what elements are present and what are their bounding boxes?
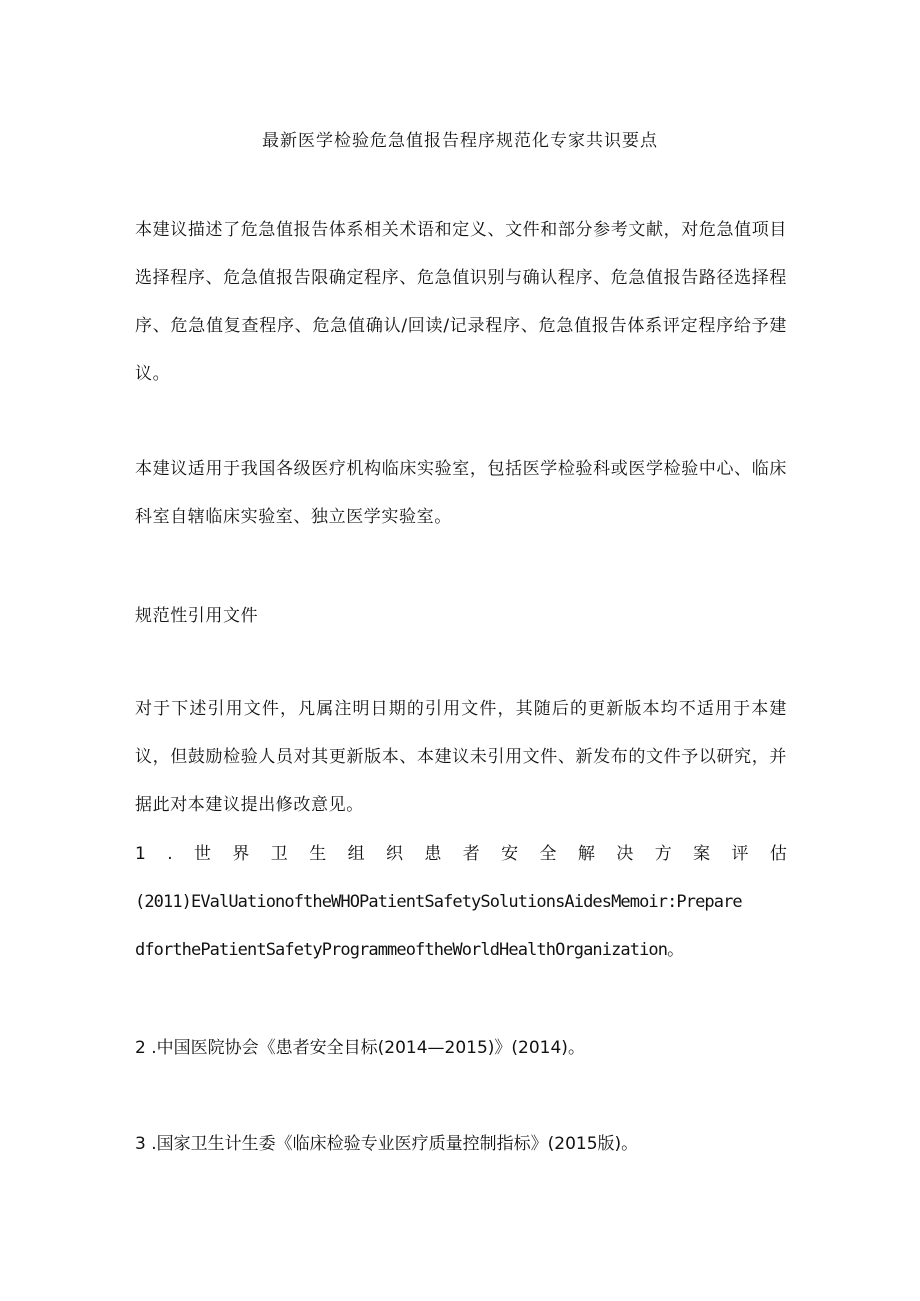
reference-1-char: 全: [539, 844, 557, 864]
reference-1-line-1: [135, 830, 787, 878]
paragraph-text: 本建议适用于我国各级医疗机构临床实验室，包括医学检验科或医学检验中心、临床科室自辖临床实验室、独立医学实验室。: [135, 459, 787, 527]
paragraph-text: 本建议描述了危急值报告体系相关术语和定义、文件和部分参考文献，对危急值项目选择程序、危急值报告限确定程序、危急值识别与确认程序、危急值报告路径选择程序、危急值复查程序、危急值确认/回读/记录程序、危急值报告体系评定程序给予建议。: [135, 220, 787, 384]
reference-item-3: [135, 1120, 787, 1168]
reference-1-char: 决: [616, 844, 634, 864]
reference-1-char: .: [167, 844, 173, 864]
document-title: 最新医学检验危急值报告程序规范化专家共识要点: [262, 131, 658, 151]
reference-1-char: 者: [462, 844, 480, 864]
reference-1-char: 解: [577, 844, 595, 864]
reference-item-2: [135, 1024, 787, 1072]
reference-1-char: 界: [232, 844, 250, 864]
paragraph-applicability: [135, 445, 787, 541]
reference-1-line-2: (2011)EValUationoftheWHOPatientSafetySolutionsAidesMemoir:Prepare: [135, 892, 742, 912]
section-heading-text: 规范性引用文件: [135, 606, 259, 626]
reference-1-char: 卫: [270, 844, 288, 864]
section-heading: [135, 592, 787, 640]
paragraph-references-intro: [135, 685, 787, 829]
reference-1-char: 生: [309, 844, 327, 864]
reference-1-char: 患: [424, 844, 442, 864]
reference-1-char: 织: [385, 844, 403, 864]
reference-1-char: 估: [769, 844, 787, 864]
reference-1-char: 世: [194, 844, 212, 864]
reference-1-char: 1: [135, 844, 146, 864]
reference-1-char: 安: [501, 844, 519, 864]
reference-1-char: 方: [654, 844, 672, 864]
reference-1-char: 组: [347, 844, 365, 864]
paragraph-scope: [135, 206, 787, 398]
reference-1-char: 案: [693, 844, 711, 864]
reference-item-1: [135, 830, 787, 974]
reference-3-text: 3 .国家卫生计生委《临床检验专业医疗质量控制指标》(2015版)。: [135, 1134, 639, 1154]
reference-2-text: 2 .中国医院协会《患者安全目标(2014—2015)》(2014)。: [135, 1038, 585, 1058]
reference-1-char: 评: [731, 844, 749, 864]
paragraph-text: 对于下述引用文件，凡属注明日期的引用文件，其随后的更新版本均不适用于本建议，但鼓励检验人员对其更新版本、本建议未引用文件、新发布的文件予以研究，并据此对本建议提出修改意见。: [135, 699, 787, 815]
reference-1-line-3: dforthePatientSafetyProgrammeoftheWorldHealthOrganization。: [135, 940, 684, 960]
